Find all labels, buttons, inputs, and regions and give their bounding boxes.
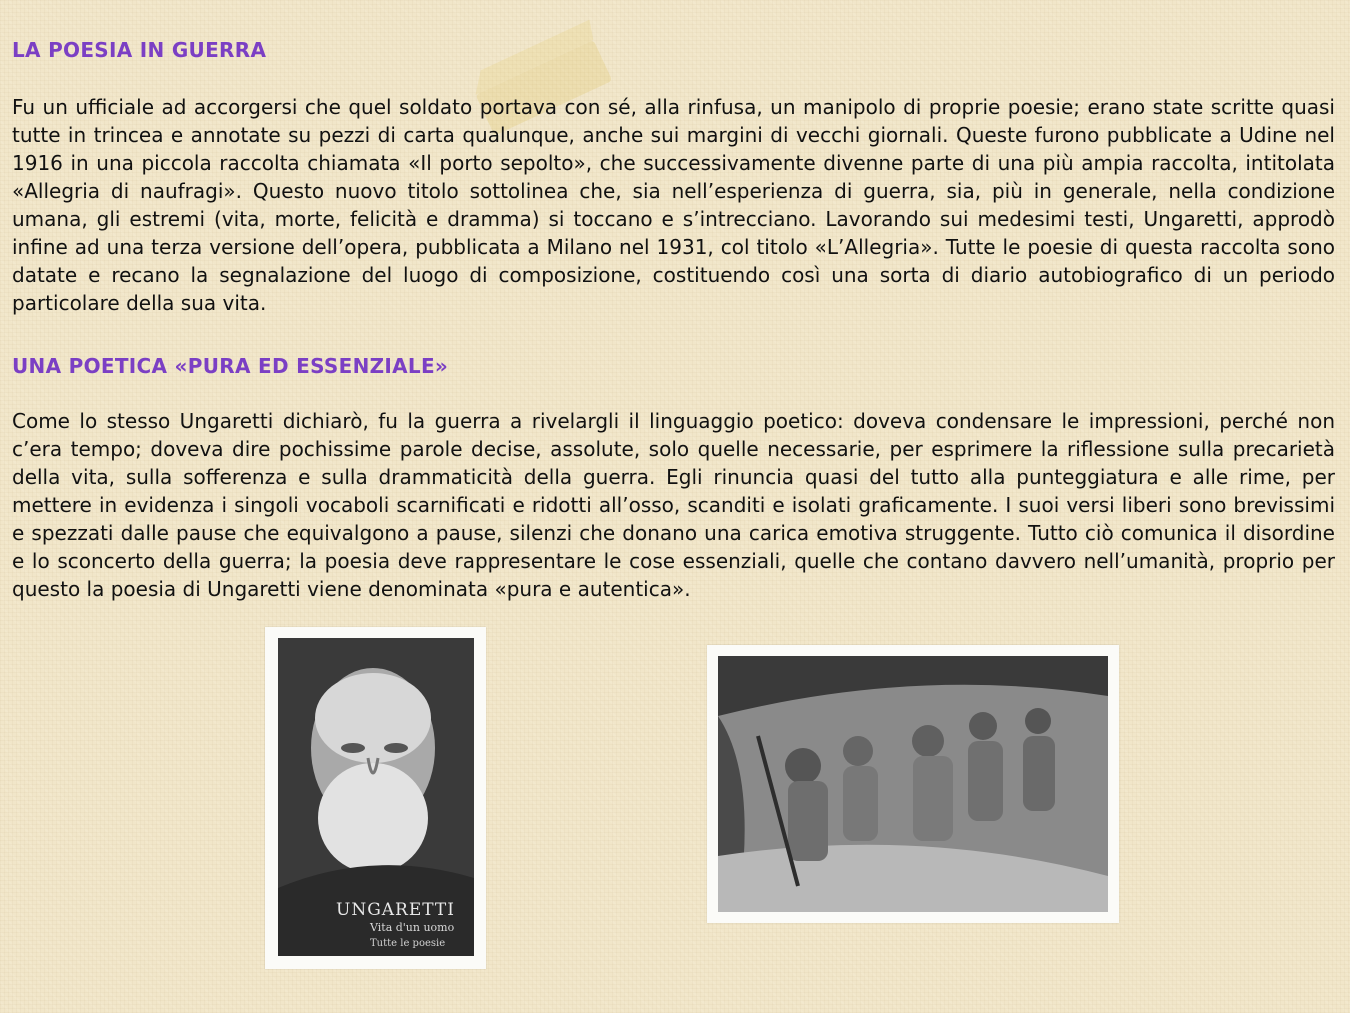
book-title: UNGARETTI: [336, 900, 455, 920]
trench-photo: [718, 656, 1108, 912]
trench-soldiers-image: [707, 645, 1119, 923]
book-subtitle: Vita d'un uomo: [370, 921, 455, 934]
book-cover-image: [265, 627, 486, 969]
book-subtitle-secondary: Tutte le poesie: [370, 938, 446, 949]
section-heading-pure-poetics: UNA POETICA «PURA ED ESSENZIALE»: [12, 354, 449, 378]
paragraph-pure-poetics: Come lo stesso Ungaretti dichiarò, fu la guerra a rivelargli il linguaggio poetico: doveva condensare le impressioni, perché non c’era tempo; doveva dire pochissime parole decise, assolute, solo quelle necessarie, per esprimere la riflessione sulla precarietà della vita, sulla sofferenza e sulla drammaticità della guerra. Egli rinuncia quasi del tutto alla punteggiatura e alle rime, per mettere in evidenza i singoli vocaboli scarnificati e ridotti all’osso, scanditi e isolati graficamente. I suoi versi liberi sono brevissimi e spezzati dalle pause che equivalgono a pause, silenzi che donano una carica emotiva struggente. Tutto ciò comunica il disordine e lo sconcerto della guerra; la poesia deve rappresentare le cose essenziali, quelle che contano davvero nell’umanità, proprio per questo la poesia di Ungaretti viene denominata «pura e autentica».: [12, 409, 1335, 601]
ungaretti-portrait-photo: [278, 638, 474, 956]
paragraph-war-poetry: Fu un ufficiale ad accorgersi che quel soldato portava con sé, alla rinfusa, un manipolo di proprie poesie; erano state scritte quasi tutte in trincea e annotate su pezzi di carta qualunque, anche sui margini di vecchi giornali. Queste furono pubblicate a Udine nel 1916 in una piccola raccolta chiamata «Il porto sepolto», che successivamente divenne parte di una più ampia raccolta, intitolata «Allegria di naufragi». Questo nuovo titolo sottolinea che, sia nell’esperienza di guerra, sia, più in generale, nella condizione umana, gli estremi (vita, morte, felicità e dramma) si toccano e s’intrecciano. Lavorando sui medesimi testi, Ungaretti, approdò infine ad una terza versione dell’opera, pubblicata a Milano nel 1931, col titolo «L’Allegria». Tutte le poesie di questa raccolta sono datate e recano la segnalazione del luogo di composizione, costituendo così una sorta di diario autobiografico di un periodo particolare della sua vita.: [12, 95, 1335, 315]
section-heading-war-poetry: LA POESIA IN GUERRA: [12, 38, 267, 62]
trench-illustration: [718, 656, 1108, 912]
